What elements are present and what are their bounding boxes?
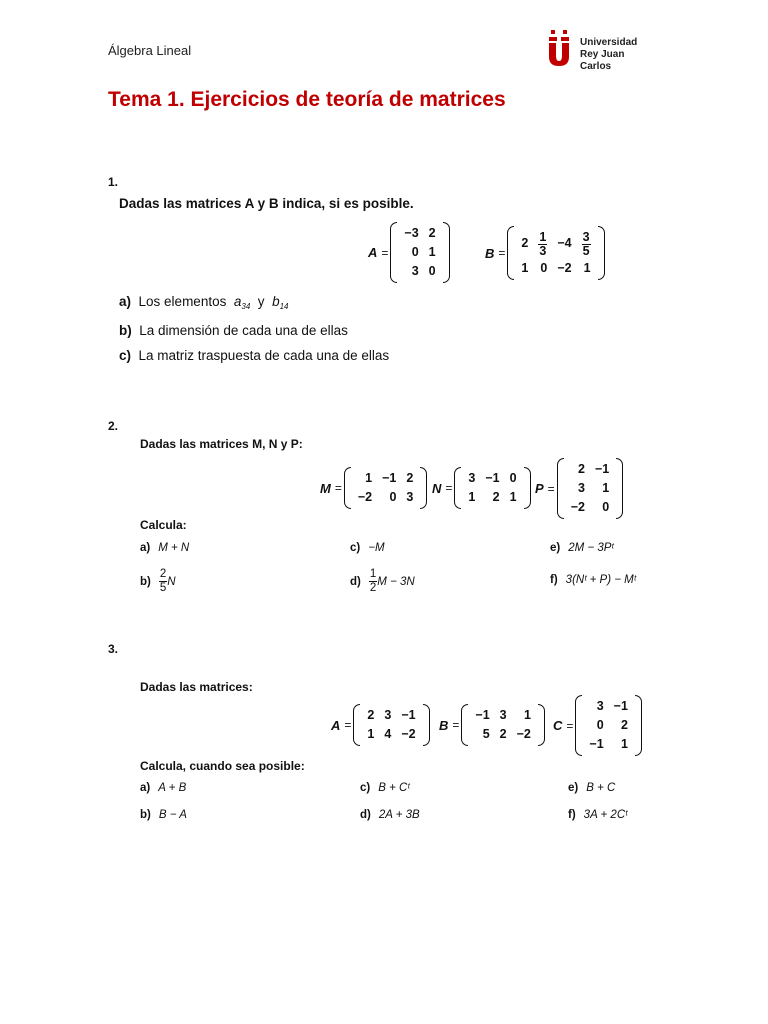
course-name: Álgebra Lineal [108, 43, 192, 58]
matrix-B-3: B = −1 3 1 5 2 −2 [439, 704, 545, 746]
matrix-name: B [485, 245, 495, 261]
equals-sign: = [381, 245, 389, 260]
exercise-1-intro: Dadas las matrices A y B indica, si es posible. [119, 196, 414, 211]
exercise-2-item-b: b) $\frac{2}{5}$ N [140, 568, 176, 594]
exercise-3-item-e: e) B + C [568, 782, 616, 794]
urjc-logo-icon [547, 28, 577, 68]
matrix-C-3: C = 3 −1 0 2 −1 1 [553, 695, 642, 756]
exercise-2-intro: Dadas las matrices M, N y P: [140, 437, 303, 451]
exercise-2-item-a: a) M + N [140, 542, 190, 554]
exercise-3-number: 3. [108, 642, 119, 656]
matrix-M: M = 1 −1 2 −2 0 3 [320, 467, 427, 509]
exercise-3-calc-label: Calcula, cuando sea posible: [140, 759, 305, 773]
exercise-2-calc-label: Calcula: [140, 518, 187, 532]
matrix-name: A [368, 245, 378, 260]
exercise-3-item-c: c) B + Cᵗ [360, 782, 410, 794]
exercise-3-intro: Dadas las matrices: [140, 680, 253, 694]
exercise-3-item-b: b) B − A [140, 809, 187, 821]
matrix-B-1: B = 2 $\frac{1}{3}$ −4 $\frac{3}{5}$ 1 0 −2 1 [485, 226, 605, 280]
university-name-line2: Rey Juan Carlos [580, 49, 625, 72]
university-name-line1: Universidad [580, 37, 638, 48]
exercise-1-item-c: c) La matriz traspuesta de cada una de ellas [119, 348, 390, 363]
page-title: Tema 1. Ejercicios de teoría de matrices [108, 88, 506, 111]
exercise-2-item-e: e) 2M − 3Pᵗ [550, 542, 614, 554]
exercise-2-item-c: c) −M [350, 542, 385, 554]
exercise-3-item-f: f) 3A + 2Cᵗ [568, 809, 628, 821]
exercise-1-item-b: b) La dimensión de cada una de ellas [119, 323, 348, 338]
matrix-A-3: A = 2 3 −1 1 4 −2 [331, 704, 430, 746]
university-logo [547, 28, 657, 72]
exercise-1-item-a: a) Los elementos $a_{34}$ y $b_{14}$ [119, 294, 289, 311]
exercise-2-item-f: f) 3(Nᵗ + P) − Mᵗ [550, 574, 636, 586]
exercise-3-item-a: a) A + B [140, 782, 187, 794]
matrix-A-1: A = −3 2 0 1 3 0 [368, 222, 450, 283]
exercise-2-number: 2. [108, 419, 119, 433]
matrix-P: P = 2 −1 3 1 −2 0 [535, 458, 623, 519]
exercise-2-item-d: d) $\frac{1}{2}$ M − 3N [350, 568, 415, 594]
equals-sign: = [498, 246, 506, 260]
exercise-3-item-d: d) 2A + 3B [360, 809, 420, 821]
exercise-1-number: 1. [108, 175, 119, 189]
matrix-N: N = 3 −1 0 1 2 1 [432, 467, 531, 509]
